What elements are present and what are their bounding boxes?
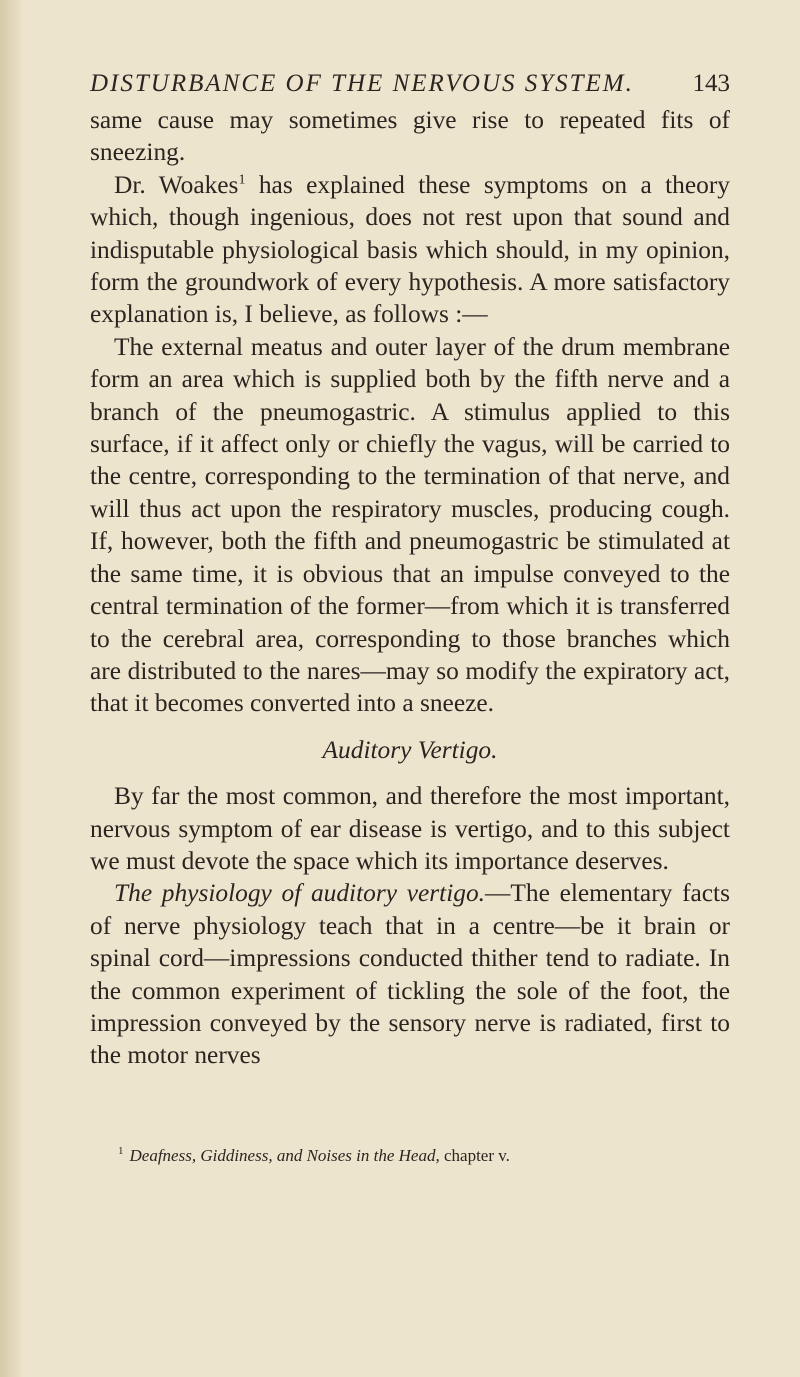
- paragraph-physiology: [90, 877, 730, 1071]
- paragraph-vertigo-intro: By far the most common, and therefore the most important, nervous symptom of ear disease is vertigo, and to this subject we must devote the space which its importance deserves.: [90, 782, 730, 875]
- footnote-title: Deafness, Giddiness, and Noises in the Head,: [129, 1146, 440, 1165]
- paragraph-woakes-start: Dr. Woakes: [114, 170, 239, 199]
- running-head-title: DISTURBANCE OF THE NERVOUS SYSTEM.: [90, 70, 634, 97]
- paragraph-physiology-rest: —The elementary facts of nerve physiology teach that in a centre—be it brain or spinal cord—impressions conducted thither tend to radiate. In the common experiment of tickling the sole of the foot, the impression conveyed by the sensory nerve is radiated, first to the motor nerves: [90, 879, 730, 1070]
- page-number: 143: [692, 70, 730, 97]
- footnote-reference: 1: [238, 172, 246, 188]
- body-text: [90, 104, 730, 1072]
- running-head: [90, 66, 730, 102]
- footnote: [118, 1145, 738, 1167]
- footnote-marker: 1: [118, 1145, 124, 1158]
- section-heading: Auditory Vertigo.: [322, 735, 498, 764]
- paragraph-woakes: [90, 169, 730, 331]
- paragraph-continuation: same cause may sometimes give rise to repeated fits of sneezing.: [90, 106, 730, 167]
- paragraph-explanation: The external meatus and outer layer of the drum membrane form an area which is supplied both by the fifth nerve and a branch of the pneumogastric. A stimulus applied to this surface, if it affect only or chiefly the vagus, will be carried to the centre, corresponding to the termination of that nerve, and will thus act upon the respiratory muscles, producing cough. If, however, both the fifth and pneumogastric be stimulated at the same time, it is obvious that an impulse conveyed to the central termination of the former—from which it is transferred to the cerebral area, corresponding to those branches which are distributed to the nares—may so modify the expiratory act, that it becomes converted into a sneeze.: [90, 332, 730, 718]
- footnote-rest: chapter v.: [439, 1146, 510, 1165]
- paragraph-physiology-lead: The physiology of auditory vertigo.: [114, 879, 485, 908]
- paragraph-woakes-rest: has explained these symptoms on a theory which, though ingenious, does not rest upon that sound and indisputable physiological basis which should, in my opinion, form the groundwork of every hypothesis. A more satisfactory explanation is, I believe, as follows :—: [90, 170, 730, 329]
